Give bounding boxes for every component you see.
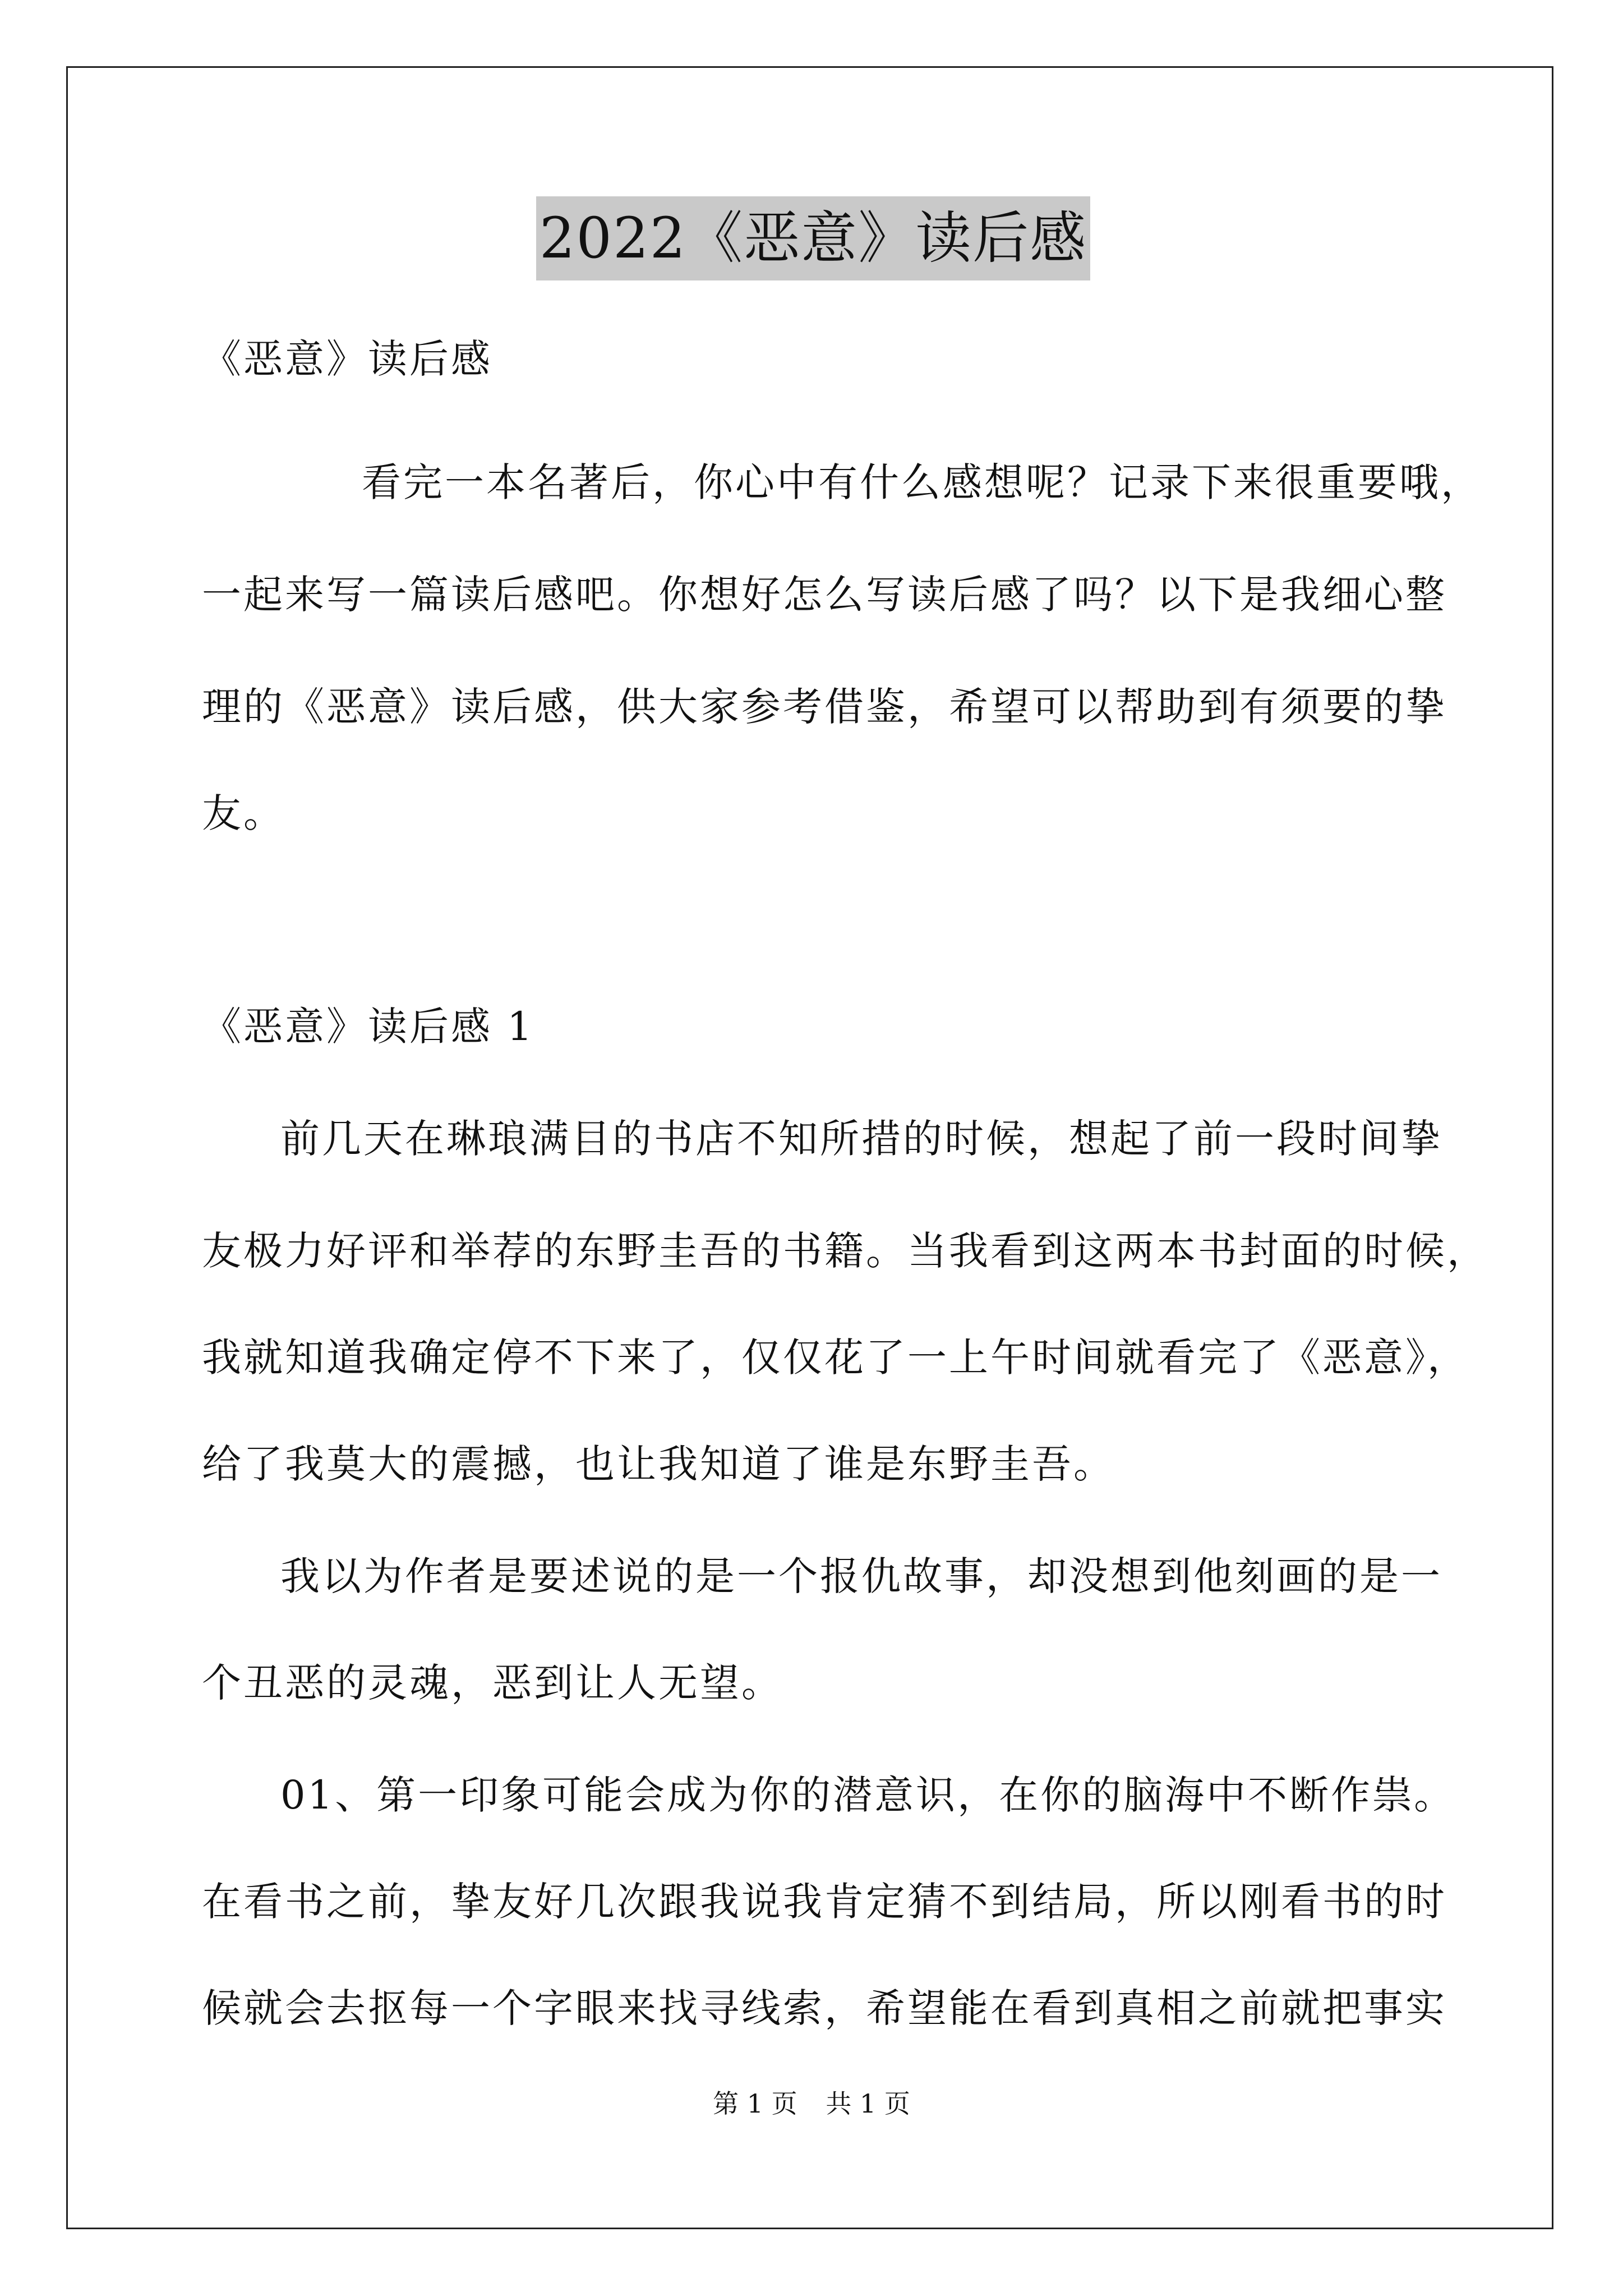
paragraph-line: 在看书之前，挚友好几次跟我说我肯定猜不到结局，所以刚看书的时 [202, 1879, 1447, 1925]
subtitle: 《恶意》读后感 [202, 336, 492, 382]
paragraph-line: 友极力好评和举荐的东野圭吾的书籍。当我看到这两本书封面的时候， [202, 1228, 1488, 1274]
paragraph-line: 01、第一印象可能会成为你的潜意识，在你的脑海中不断作祟。 [280, 1772, 1456, 1818]
page-number: 第 1 页 [713, 2088, 797, 2119]
page-footer [0, 2087, 1623, 2120]
paragraph-line: 前几天在琳琅满目的书店不知所措的时候，想起了前一段时间挚 [280, 1116, 1442, 1162]
paragraph-line: 给了我莫大的震撼，也让我知道了谁是东野圭吾。 [202, 1441, 1115, 1487]
paragraph-line: 我以为作者是要述说的是一个报仇故事，却没想到他刻画的是一 [280, 1553, 1442, 1599]
document-title: 2022《恶意》读后感 [536, 196, 1091, 280]
paragraph-line: 个丑恶的灵魂，恶到让人无望。 [202, 1660, 783, 1706]
paragraph-line: 看完一本名著后，你心中有什么感想呢？记录下来很重要哦， [362, 459, 1482, 505]
paragraph-line: 理的《恶意》读后感，供大家参考借鉴，希望可以帮助到有须要的挚 [202, 684, 1447, 730]
section-heading: 《恶意》读后感 1 [202, 1004, 534, 1050]
paragraph-line: 一起来写一篇读后感吧。你想好怎么写读后感了吗？以下是我细心整 [202, 572, 1447, 618]
page-total: 共 1 页 [826, 2088, 910, 2119]
paragraph-line: 友。 [202, 790, 285, 836]
paragraph-line: 我就知道我确定停不下来了，仅仅花了一上午时间就看完了《恶意》， [202, 1335, 1469, 1381]
paragraph-line: 候就会去抠每一个字眼来找寻线索，希望能在看到真相之前就把事实 [202, 1985, 1447, 2031]
title-container [202, 196, 1424, 280]
